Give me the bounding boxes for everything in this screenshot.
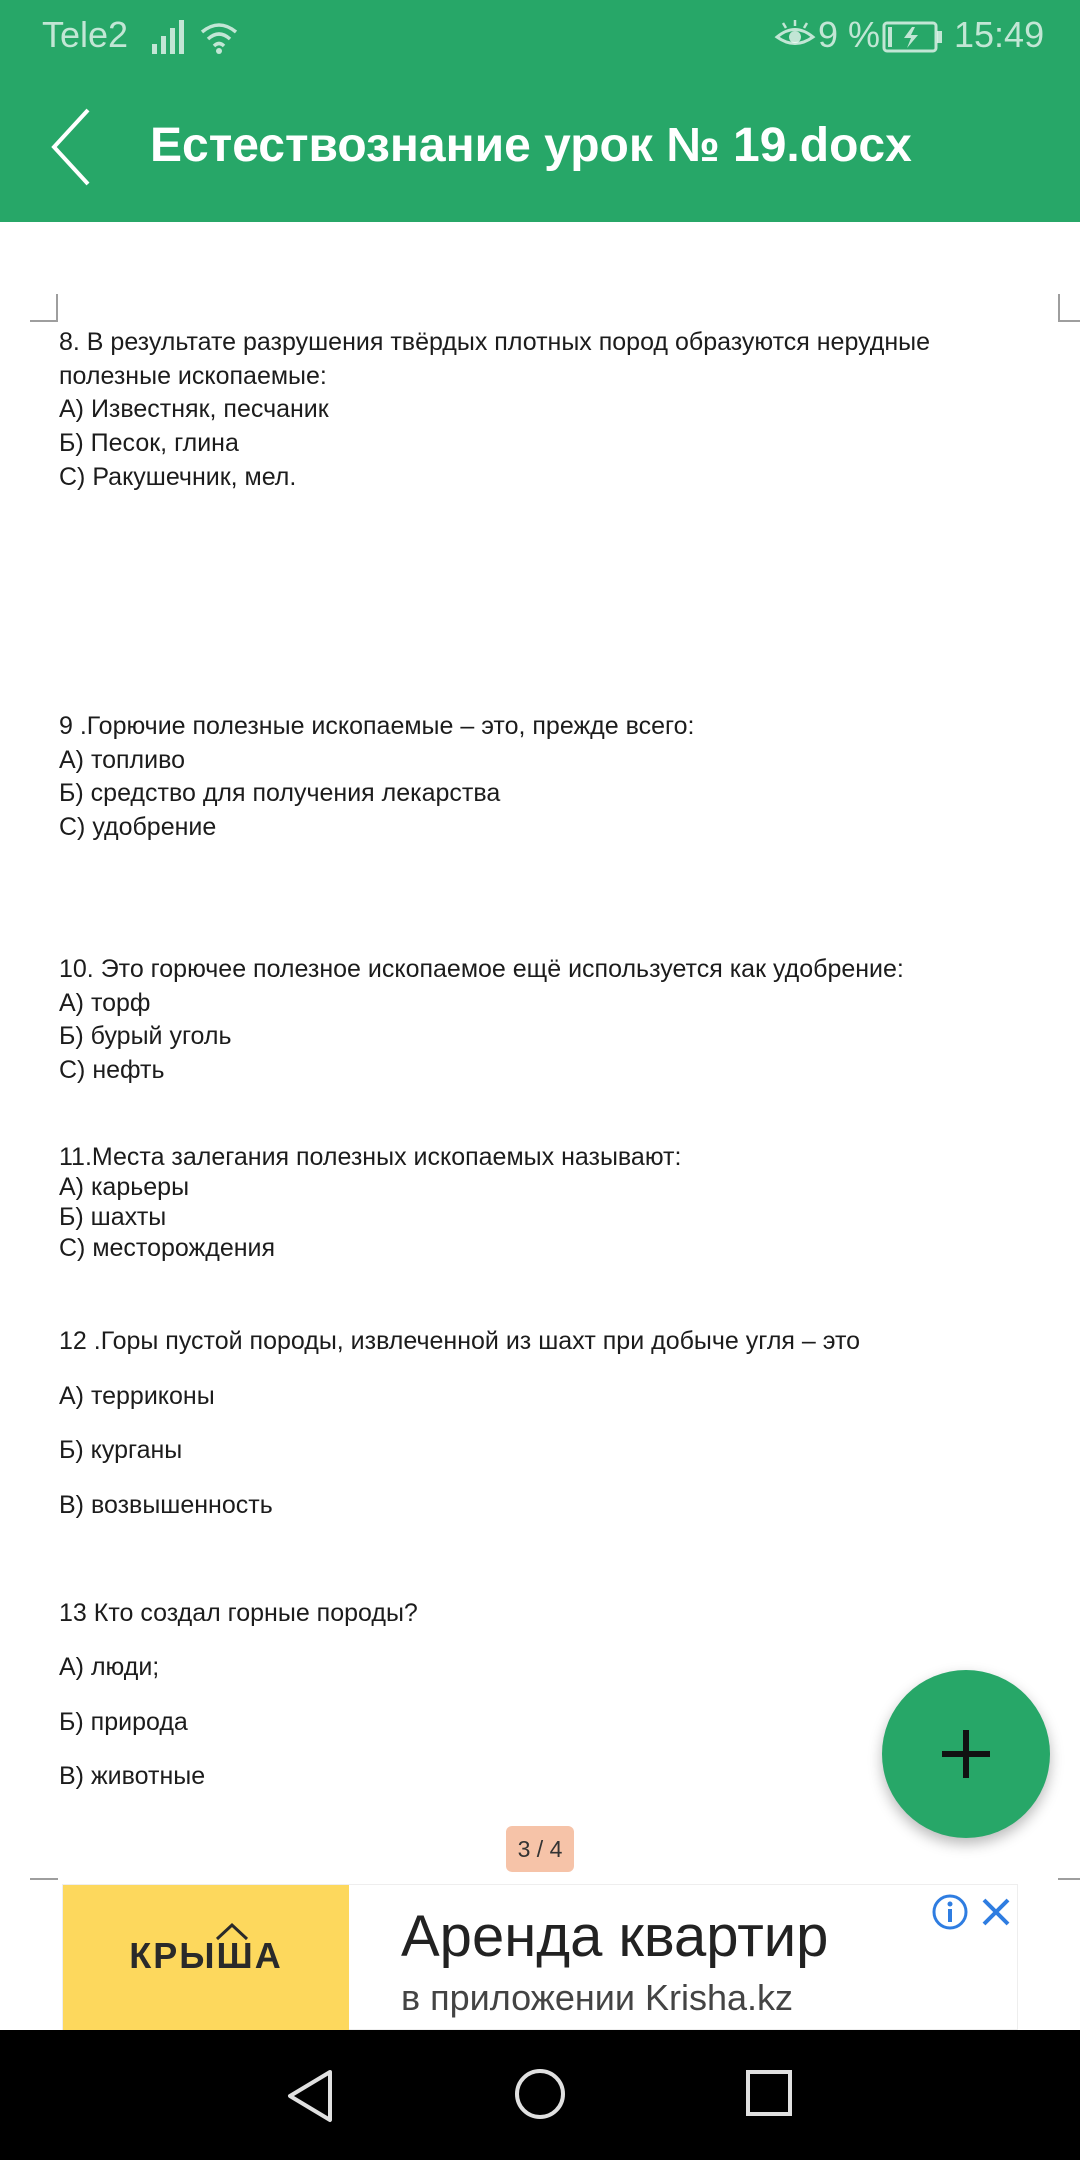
signal-icon: [150, 16, 192, 56]
question-13-text: 13 Кто создал горные породы?: [59, 1599, 418, 1627]
question-9-text: 9 .Горючие полезные ископаемые – это, прежде всего:: [59, 712, 695, 740]
status-bar: [0, 0, 1080, 74]
question-13-option-v: В) животные: [59, 1762, 206, 1790]
nav-recents-icon[interactable]: [744, 2068, 794, 2118]
carrier-name: Tele2: [42, 14, 129, 55]
question-8-option-a: А) Известняк, песчаник: [59, 395, 329, 423]
back-button[interactable]: [38, 104, 108, 190]
question-11-option-b: Б) шахты: [59, 1203, 167, 1231]
question-9-option-c: С) удобрение: [59, 813, 217, 841]
battery-charging-icon: [882, 20, 944, 54]
question-12-option-a: А) терриконы: [59, 1382, 215, 1410]
question-13-option-a: А) люди;: [59, 1653, 160, 1681]
question-10-option-a: А) торф: [59, 989, 151, 1017]
app-bar: [0, 74, 1080, 222]
question-8-option-c: С) Ракушечник, мел.: [59, 463, 297, 491]
question-12-option-b: Б) курганы: [59, 1436, 183, 1464]
crop-mark-top-left: [30, 294, 58, 322]
nav-back-icon[interactable]: [282, 2066, 336, 2126]
document-viewer[interactable]: [0, 222, 1080, 1882]
ad-subline: в приложении Krisha.kz: [401, 1977, 794, 2018]
question-13-option-b: Б) природа: [59, 1708, 188, 1736]
battery-percent: 9 %: [818, 14, 881, 55]
ad-logo-text: КРЫША: [129, 1935, 283, 1976]
close-icon[interactable]: [977, 1893, 1015, 1931]
question-8-text-cont: полезные ископаемые:: [59, 362, 327, 390]
wifi-icon: [198, 16, 240, 56]
question-12-text: 12 .Горы пустой породы, извлеченной из шахт при добыче угля – это: [59, 1327, 861, 1355]
question-9-option-a: А) топливо: [59, 746, 186, 774]
question-10-text: 10. Это горючее полезное ископаемое ещё используется как удобрение:: [59, 955, 904, 983]
info-icon[interactable]: [931, 1893, 969, 1931]
navigation-bar: [0, 2030, 1080, 2160]
crop-mark-top-right: [1058, 294, 1080, 322]
question-9-option-b: Б) средство для получения лекарства: [59, 779, 501, 807]
document-title: Естествознание урок № 19.docx: [150, 119, 912, 172]
crop-mark-bottom-right: [1058, 1878, 1080, 1880]
eye-comfort-icon: [774, 20, 816, 52]
crop-mark-bottom-left: [30, 1878, 58, 1880]
page-indicator: 3 / 4: [506, 1826, 574, 1872]
question-11-text: 11.Места залегания полезных ископаемых называют:: [59, 1143, 682, 1171]
add-fab-button[interactable]: [882, 1670, 1050, 1838]
question-10-option-b: Б) бурый уголь: [59, 1022, 232, 1050]
ad-banner[interactable]: [62, 1884, 1018, 2030]
nav-home-icon[interactable]: [514, 2068, 566, 2120]
question-11-option-a: А) карьеры: [59, 1173, 190, 1201]
question-8-text: 8. В результате разрушения твёрдых плотных пород образуются нерудные: [59, 328, 931, 356]
ad-headline: Аренда квартир: [401, 1904, 829, 1969]
clock: 15:49: [954, 14, 1045, 55]
question-10-option-c: С) нефть: [59, 1056, 165, 1084]
question-8-option-b: Б) Песок, глина: [59, 429, 239, 457]
question-12-option-v: В) возвышенность: [59, 1491, 273, 1519]
question-11-option-c: С) месторождения: [59, 1234, 276, 1262]
plus-icon: [936, 1724, 996, 1784]
ad-logo: [63, 1885, 349, 2031]
